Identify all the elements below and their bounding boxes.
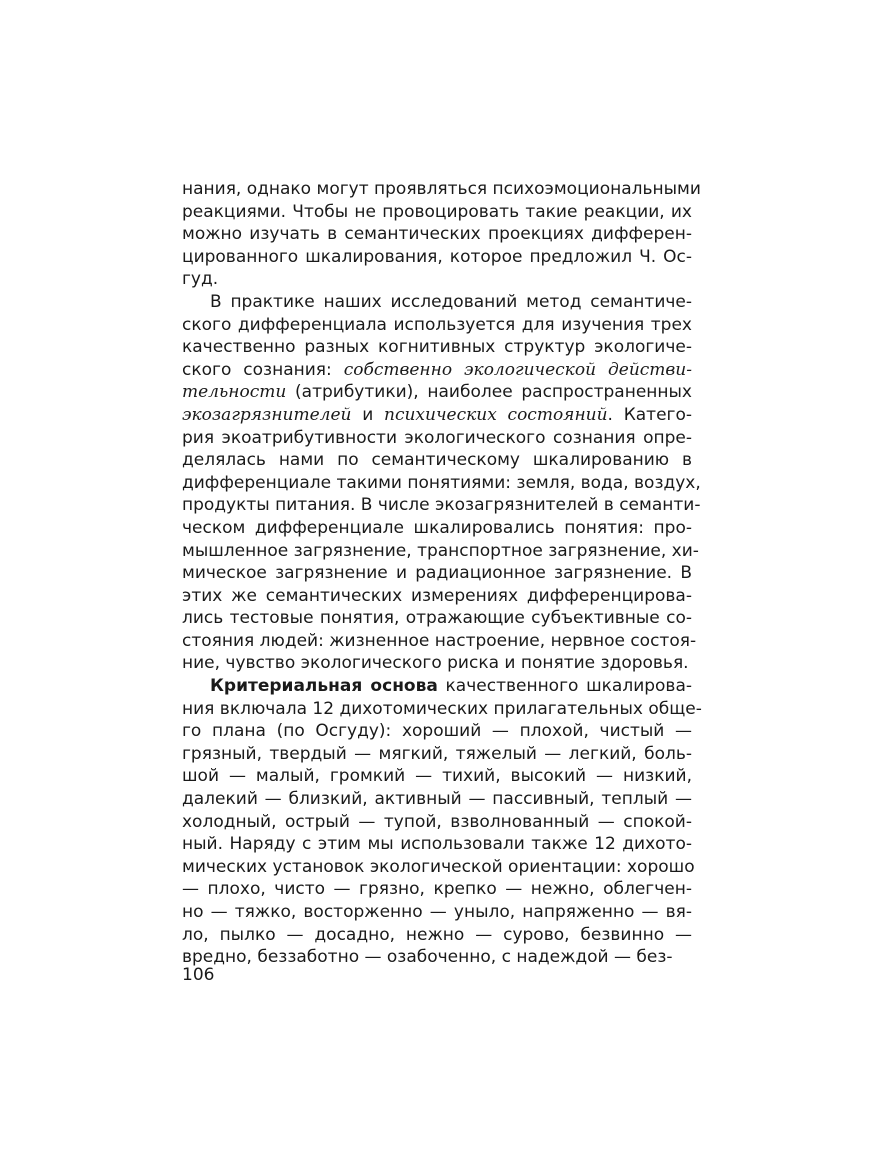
text-line xyxy=(182,856,695,879)
bold-term: Критериальная основа xyxy=(210,676,438,697)
italic-term: тельности xyxy=(182,382,287,403)
text-line xyxy=(182,811,692,834)
text-line xyxy=(182,585,692,608)
text-line xyxy=(182,359,692,382)
text-run: качественно разных когнитивных структур экологиче- xyxy=(182,337,692,358)
paragraph xyxy=(182,291,701,675)
text-line xyxy=(182,517,692,540)
text-line xyxy=(182,178,701,201)
text-line xyxy=(182,381,692,404)
italic-term: собственно экологической действи- xyxy=(343,359,692,380)
text-line xyxy=(182,314,692,337)
body-text xyxy=(182,178,702,969)
text-run: грязный, твердый — мягкий, тяжелый — легкий, боль- xyxy=(182,743,692,764)
text-run: . Катего- xyxy=(607,404,693,425)
text-line xyxy=(182,788,692,811)
text-line xyxy=(182,562,692,585)
text-line xyxy=(182,698,702,721)
text-line xyxy=(182,336,692,359)
text-run: ского сознания: xyxy=(182,359,344,380)
text-run: делялась нами по семантическому шкалированию в xyxy=(182,450,692,471)
text-run: далекий — близкий, активный — пассивный, теплый — xyxy=(182,789,692,810)
text-run: мических установок экологической ориентации: хорошо xyxy=(182,856,695,877)
paragraph xyxy=(182,178,701,291)
text-line xyxy=(182,946,692,969)
text-run: ния включала 12 дихотомических прилагательных обще- xyxy=(182,698,702,719)
text-run: холодный, острый — тупой, взволнованный — спокой- xyxy=(182,811,692,832)
text-line xyxy=(182,472,701,495)
text-run: ный. Наряду с этим мы использовали также 12 дихото- xyxy=(182,834,692,855)
italic-term: экозагрязнителей xyxy=(182,404,352,425)
text-run: мышленное загрязнение, транспортное загрязнение, хи- xyxy=(182,540,699,561)
text-run: го плана (по Осгуду): хороший — плохой, чистый — xyxy=(182,721,692,742)
text-line xyxy=(182,607,692,630)
text-run: реакциями. Чтобы не провоцировать такие реакции, их xyxy=(182,201,692,222)
text-run: вредно, беззаботно — озабоченно, с надеждой — без- xyxy=(182,947,673,968)
text-line xyxy=(182,743,692,766)
text-line xyxy=(182,223,692,246)
text-line xyxy=(182,449,692,472)
text-run: продукты питания. В числе экозагрязнителей в семанти- xyxy=(182,495,701,516)
text-run: нания, однако могут проявляться психоэмоциональными xyxy=(182,179,701,199)
text-run: рия экоатрибутивности экологического сознания опре- xyxy=(182,427,692,448)
text-run: но — тяжко, восторженно — уныло, напряженно — вя- xyxy=(182,902,692,922)
text-run: мическое загрязнение и радиационное загрязнение. В xyxy=(182,563,692,584)
text-run: — плохо, чисто — грязно, крепко — нежно, облегчен- xyxy=(182,879,692,900)
text-run: ло, пылко — досадно, нежно — сурово, безвинно — xyxy=(182,924,692,945)
text-line xyxy=(182,675,692,698)
text-line xyxy=(182,878,692,901)
italic-term: психических состояний xyxy=(384,404,608,425)
text-run: цированного шкалирования, которое предложил Ч. Ос- xyxy=(182,246,692,267)
text-run: качественного шкалирова- xyxy=(437,676,693,697)
text-line xyxy=(182,924,692,947)
text-line xyxy=(182,630,697,653)
text-run: можно изучать в семантических проекциях дифферен- xyxy=(182,224,692,245)
text-run: ского дифференциала используется для изучения трех xyxy=(182,314,692,335)
text-run: стояния людей: жизненное настроение, нервное состоя- xyxy=(182,630,697,651)
text-run: В практике наших исследований метод семантиче- xyxy=(210,291,692,312)
text-line xyxy=(182,268,692,291)
text-run: ческом дифференциале шкалировались понятия: про- xyxy=(182,517,692,538)
text-line xyxy=(182,201,692,224)
text-run: шой — малый, громкий — тихий, высокий — низкий, xyxy=(182,766,692,787)
text-run: (атрибутики), наиболее распространенных xyxy=(286,382,692,403)
text-run: этих же семантических измерениях дифференцирова- xyxy=(182,585,692,606)
text-run: дифференциале такими понятиями: земля, вода, воздух, xyxy=(182,472,701,493)
text-run: ние, чувство экологического риска и понятие здоровья. xyxy=(182,653,689,674)
text-line xyxy=(182,540,699,563)
text-line xyxy=(182,246,692,269)
text-run: гуд. xyxy=(182,269,219,290)
text-line xyxy=(182,720,692,743)
paragraph xyxy=(182,675,702,969)
text-line xyxy=(182,427,692,450)
text-line xyxy=(182,833,692,856)
page-number: 106 xyxy=(182,965,215,985)
text-line xyxy=(182,494,701,517)
text-run: и xyxy=(351,404,385,425)
text-line xyxy=(182,404,692,427)
text-line xyxy=(182,765,692,788)
text-line xyxy=(182,901,692,924)
text-line xyxy=(182,652,692,675)
text-run: лись тестовые понятия, отражающие субъективные со- xyxy=(182,608,692,629)
text-line xyxy=(182,291,692,314)
